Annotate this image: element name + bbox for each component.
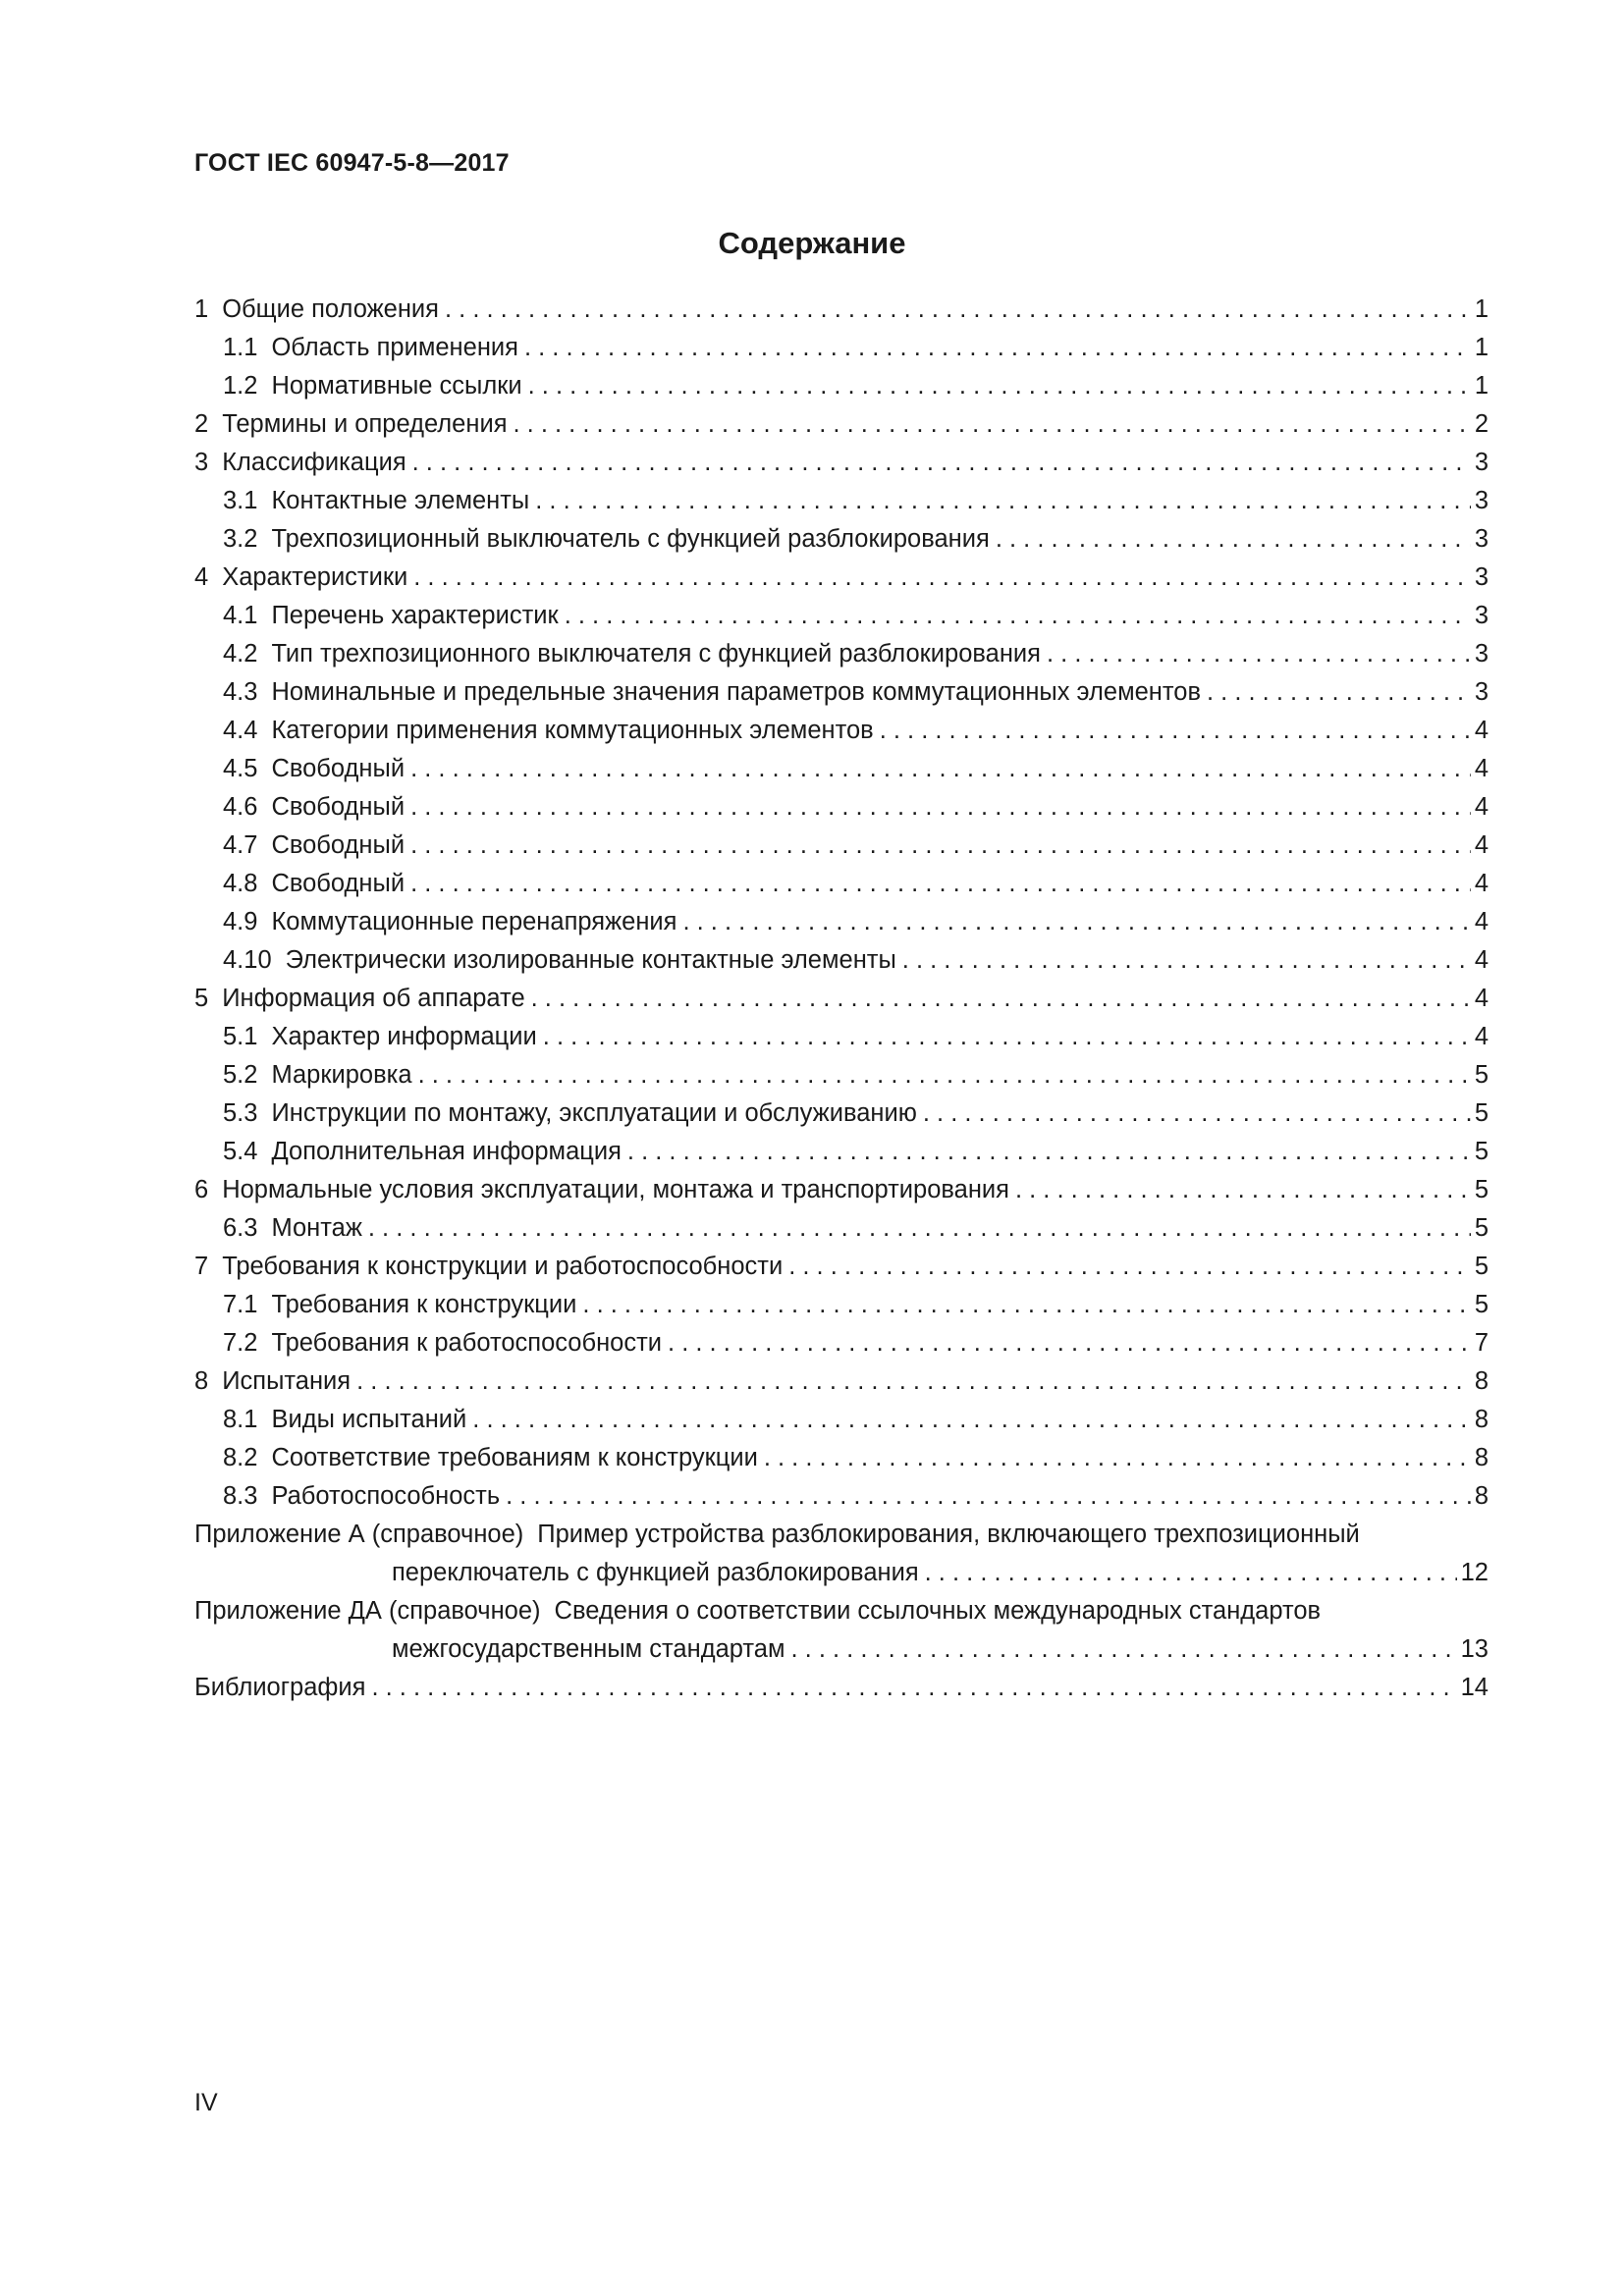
toc-entry[interactable] xyxy=(194,291,1489,329)
toc-entry-page: 4 xyxy=(1474,870,1489,897)
toc-entry[interactable] xyxy=(194,1095,1489,1133)
toc-entry-number: 7.2 xyxy=(223,1329,258,1357)
toc-entry-page: 5 xyxy=(1474,1061,1489,1089)
toc-entry-page: 1 xyxy=(1474,372,1489,400)
dot-leader xyxy=(880,712,1471,750)
toc-entry-page: 7 xyxy=(1474,1329,1489,1357)
toc-entry-title: Классификация xyxy=(222,449,406,476)
toc-entry[interactable] xyxy=(194,788,1489,827)
dot-leader xyxy=(524,329,1471,367)
toc-annex-a-page: 12 xyxy=(1460,1559,1489,1586)
toc-entry-page: 4 xyxy=(1474,831,1489,859)
dot-leader xyxy=(582,1286,1470,1324)
toc-entry-title: Контактные элементы xyxy=(271,487,530,514)
toc-entry[interactable] xyxy=(194,1439,1489,1477)
dot-leader xyxy=(506,1477,1471,1516)
toc-entry-number: 6.3 xyxy=(223,1214,258,1242)
toc-entry-title: Свободный xyxy=(271,870,406,897)
toc-entry[interactable] xyxy=(194,1401,1489,1439)
toc-entry-number: 5.1 xyxy=(223,1023,258,1050)
toc-bibliography-title: Библиография xyxy=(194,1674,366,1701)
dot-leader xyxy=(413,559,1471,597)
toc-entry-number: 8 xyxy=(194,1367,209,1395)
toc-entry[interactable] xyxy=(194,673,1489,712)
toc-annex-da-title-line2: межгосударственным стандартам xyxy=(392,1635,785,1663)
toc-entry-title: Требования к конструкции и работоспособности xyxy=(222,1253,784,1280)
toc-entry[interactable] xyxy=(194,1362,1489,1401)
toc-entry[interactable] xyxy=(194,520,1489,559)
toc-entry-title: Трехпозиционный выключатель с функцией разблокирования xyxy=(271,525,990,553)
toc-annex-da-line1 xyxy=(194,1592,1489,1630)
toc-annex-da-line2 xyxy=(194,1630,1489,1669)
toc-entry[interactable] xyxy=(194,1209,1489,1248)
dot-leader xyxy=(356,1362,1471,1401)
toc-entry[interactable] xyxy=(194,712,1489,750)
toc-entry[interactable] xyxy=(194,1056,1489,1095)
dot-leader xyxy=(788,1248,1471,1286)
toc-entry-number: 8.2 xyxy=(223,1444,258,1471)
toc-annex-a-line1 xyxy=(194,1516,1489,1554)
dot-leader xyxy=(472,1401,1471,1439)
toc-entry-title: Термины и определения xyxy=(222,410,508,438)
toc-entry-number: 4.4 xyxy=(223,717,258,744)
dot-leader xyxy=(531,980,1471,1018)
toc-entry-page: 5 xyxy=(1474,1099,1489,1127)
dot-leader xyxy=(371,1669,1456,1707)
dot-leader xyxy=(528,367,1471,405)
dot-leader xyxy=(410,865,1471,903)
dot-leader xyxy=(682,903,1470,941)
toc-entry[interactable] xyxy=(194,1248,1489,1286)
toc-entry-page: 8 xyxy=(1474,1406,1489,1433)
dot-leader xyxy=(535,482,1471,520)
toc-entry-page: 5 xyxy=(1474,1253,1489,1280)
dot-leader xyxy=(543,1018,1471,1056)
toc-entry-page: 3 xyxy=(1474,525,1489,553)
dot-leader xyxy=(996,520,1471,559)
toc-entry-number: 1.2 xyxy=(223,372,258,400)
toc-entry-title: Работоспособность xyxy=(271,1482,501,1510)
toc-entry-page: 4 xyxy=(1474,985,1489,1012)
dot-leader xyxy=(668,1324,1471,1362)
toc-entry-title: Виды испытаний xyxy=(271,1406,467,1433)
toc-entry-page: 8 xyxy=(1474,1444,1489,1471)
toc-entry-title: Коммутационные перенапряжения xyxy=(271,908,677,935)
toc-entry-page: 1 xyxy=(1474,295,1489,323)
toc-entry-page: 3 xyxy=(1474,602,1489,629)
toc-entry-page: 4 xyxy=(1474,755,1489,782)
toc-entry-number: 8.3 xyxy=(223,1482,258,1510)
toc-annex-da-label: Приложение ДА (справочное) xyxy=(194,1597,541,1625)
toc-entry-page: 3 xyxy=(1474,563,1489,591)
toc-entry[interactable] xyxy=(194,827,1489,865)
toc-entry-page: 1 xyxy=(1474,334,1489,361)
toc-entry-page: 5 xyxy=(1474,1176,1489,1203)
toc-entry[interactable] xyxy=(194,1477,1489,1516)
toc-entry-title: Тип трехпозиционного выключателя с функцией разблокирования xyxy=(271,640,1041,667)
toc-entry-title: Характеристики xyxy=(222,563,408,591)
toc-entry-number: 7.1 xyxy=(223,1291,258,1318)
toc-entry-number: 4.5 xyxy=(223,755,258,782)
toc-entry-title: Электрически изолированные контактные элементы xyxy=(285,946,896,974)
dot-leader xyxy=(1015,1171,1471,1209)
dot-leader xyxy=(902,941,1471,980)
toc-entry-number: 4.7 xyxy=(223,831,258,859)
toc-entry-number: 3.1 xyxy=(223,487,258,514)
toc-entry-page: 8 xyxy=(1474,1482,1489,1510)
toc-entry-page: 3 xyxy=(1474,487,1489,514)
toc-annex-a-title-line1: Пример устройства разблокирования, включающего трехпозиционный xyxy=(537,1521,1360,1548)
dot-leader xyxy=(1047,635,1471,673)
toc-entry[interactable] xyxy=(194,482,1489,520)
dot-leader xyxy=(1207,673,1471,712)
toc-entry-number: 4 xyxy=(194,563,209,591)
toc-annex-a-line2 xyxy=(194,1554,1489,1592)
toc-entry[interactable] xyxy=(194,750,1489,788)
toc-entry-page: 5 xyxy=(1474,1214,1489,1242)
toc-entry-number: 4.1 xyxy=(223,602,258,629)
toc-entry-number: 4.2 xyxy=(223,640,258,667)
toc-entry-title: Общие положения xyxy=(222,295,439,323)
toc-entry-number: 7 xyxy=(194,1253,209,1280)
toc-entry-number: 4.10 xyxy=(223,946,272,974)
toc-entry-bibliography[interactable] xyxy=(194,1669,1489,1707)
toc-entry-page: 8 xyxy=(1474,1367,1489,1395)
toc-annex-a-title-line2: переключатель с функцией разблокирования xyxy=(392,1559,919,1586)
toc-entry[interactable] xyxy=(194,865,1489,903)
toc-entry-number: 4.6 xyxy=(223,793,258,821)
toc-entry-title: Нормальные условия эксплуатации, монтажа и транспортирования xyxy=(222,1176,1009,1203)
toc-entry-number: 1 xyxy=(194,295,209,323)
dot-leader xyxy=(925,1554,1457,1592)
toc-entry-title: Соответствие требованиям к конструкции xyxy=(271,1444,758,1471)
toc-entry-title: Характер информации xyxy=(271,1023,537,1050)
dot-leader xyxy=(410,750,1471,788)
toc-annex-da-title-line1: Сведения о соответствии ссылочных международных стандартов xyxy=(554,1597,1322,1625)
toc-entries-list xyxy=(194,291,1489,1516)
toc-entry-page: 4 xyxy=(1474,793,1489,821)
toc-annex-a[interactable] xyxy=(194,1516,1489,1592)
toc-entry-page: 5 xyxy=(1474,1291,1489,1318)
toc-entry-title: Требования к конструкции xyxy=(271,1291,577,1318)
toc-entry-title: Область применения xyxy=(271,334,518,361)
dot-leader xyxy=(514,405,1471,444)
toc-entry-title: Монтаж xyxy=(271,1214,362,1242)
toc-entry[interactable] xyxy=(194,367,1489,405)
toc-entry-number: 4.8 xyxy=(223,870,258,897)
toc-entry-number: 5.3 xyxy=(223,1099,258,1127)
toc-entry[interactable] xyxy=(194,329,1489,367)
dot-leader xyxy=(764,1439,1471,1477)
toc-entry-number: 3.2 xyxy=(223,525,258,553)
toc-entry-page: 3 xyxy=(1474,678,1489,706)
toc-entry-title: Свободный xyxy=(271,793,406,821)
toc-entry[interactable] xyxy=(194,941,1489,980)
toc-entry-page: 4 xyxy=(1474,717,1489,744)
dot-leader xyxy=(410,827,1471,865)
toc-entry-number: 4.9 xyxy=(223,908,258,935)
toc-entry[interactable] xyxy=(194,1324,1489,1362)
toc-entry[interactable] xyxy=(194,597,1489,635)
toc-bibliography-page: 14 xyxy=(1460,1674,1489,1701)
toc-entry[interactable] xyxy=(194,635,1489,673)
toc-entry[interactable] xyxy=(194,1171,1489,1209)
dot-leader xyxy=(923,1095,1471,1133)
toc-entry[interactable] xyxy=(194,559,1489,597)
toc-entry-page: 4 xyxy=(1474,946,1489,974)
toc-entry-title: Категории применения коммутационных элементов xyxy=(271,717,874,744)
dot-leader xyxy=(410,788,1471,827)
toc-entry[interactable] xyxy=(194,405,1489,444)
toc-entry[interactable] xyxy=(194,903,1489,941)
dot-leader xyxy=(445,291,1471,329)
toc-entry-title: Свободный xyxy=(271,831,406,859)
dot-leader xyxy=(627,1133,1471,1171)
toc-title: Содержание xyxy=(718,226,906,260)
toc-entry-number: 5 xyxy=(194,985,209,1012)
toc-entry-title: Инструкции по монтажу, эксплуатации и обслуживанию xyxy=(271,1099,917,1127)
toc-entry-title: Дополнительная информация xyxy=(271,1138,622,1165)
toc-entry-number: 4.3 xyxy=(223,678,258,706)
toc-entry-number: 2 xyxy=(194,410,209,438)
toc-entry-title: Номинальные и предельные значения параметров коммутационных элементов xyxy=(271,678,1201,706)
toc-entry[interactable] xyxy=(194,980,1489,1018)
toc-entry[interactable] xyxy=(194,1133,1489,1171)
toc-entry[interactable] xyxy=(194,444,1489,482)
toc-entry-page: 3 xyxy=(1474,449,1489,476)
dot-leader xyxy=(790,1630,1456,1669)
toc-entry-number: 6 xyxy=(194,1176,209,1203)
toc-entry-title: Перечень характеристик xyxy=(271,602,559,629)
toc-entry-number: 3 xyxy=(194,449,209,476)
toc-entry[interactable] xyxy=(194,1286,1489,1324)
toc-entry-page: 3 xyxy=(1474,640,1489,667)
toc-entry-page: 4 xyxy=(1474,1023,1489,1050)
toc-entry-number: 1.1 xyxy=(223,334,258,361)
dot-leader xyxy=(412,444,1471,482)
toc-entry-page: 4 xyxy=(1474,908,1489,935)
dot-leader xyxy=(418,1056,1471,1095)
toc-entry-title: Нормативные ссылки xyxy=(271,372,522,400)
toc-entry-title: Испытания xyxy=(222,1367,352,1395)
table-of-contents xyxy=(194,291,1489,1707)
toc-entry-page: 2 xyxy=(1474,410,1489,438)
toc-entry-page: 5 xyxy=(1474,1138,1489,1165)
toc-entry-title: Требования к работоспособности xyxy=(271,1329,663,1357)
dot-leader xyxy=(565,597,1471,635)
toc-entry-number: 5.2 xyxy=(223,1061,258,1089)
toc-entry[interactable] xyxy=(194,1018,1489,1056)
toc-annex-da-page: 13 xyxy=(1460,1635,1489,1663)
toc-entry-number: 8.1 xyxy=(223,1406,258,1433)
toc-entry-title: Свободный xyxy=(271,755,406,782)
document-code-header: ГОСТ IEC 60947-5-8—2017 xyxy=(194,149,510,177)
dot-leader xyxy=(368,1209,1471,1248)
toc-entry-title: Информация об аппарате xyxy=(222,985,525,1012)
toc-entry-number: 5.4 xyxy=(223,1138,258,1165)
toc-annex-a-label: Приложение А (справочное) xyxy=(194,1521,524,1548)
toc-entry-title: Маркировка xyxy=(271,1061,412,1089)
toc-annex-da[interactable] xyxy=(194,1592,1489,1669)
page-number: IV xyxy=(194,2089,218,2116)
